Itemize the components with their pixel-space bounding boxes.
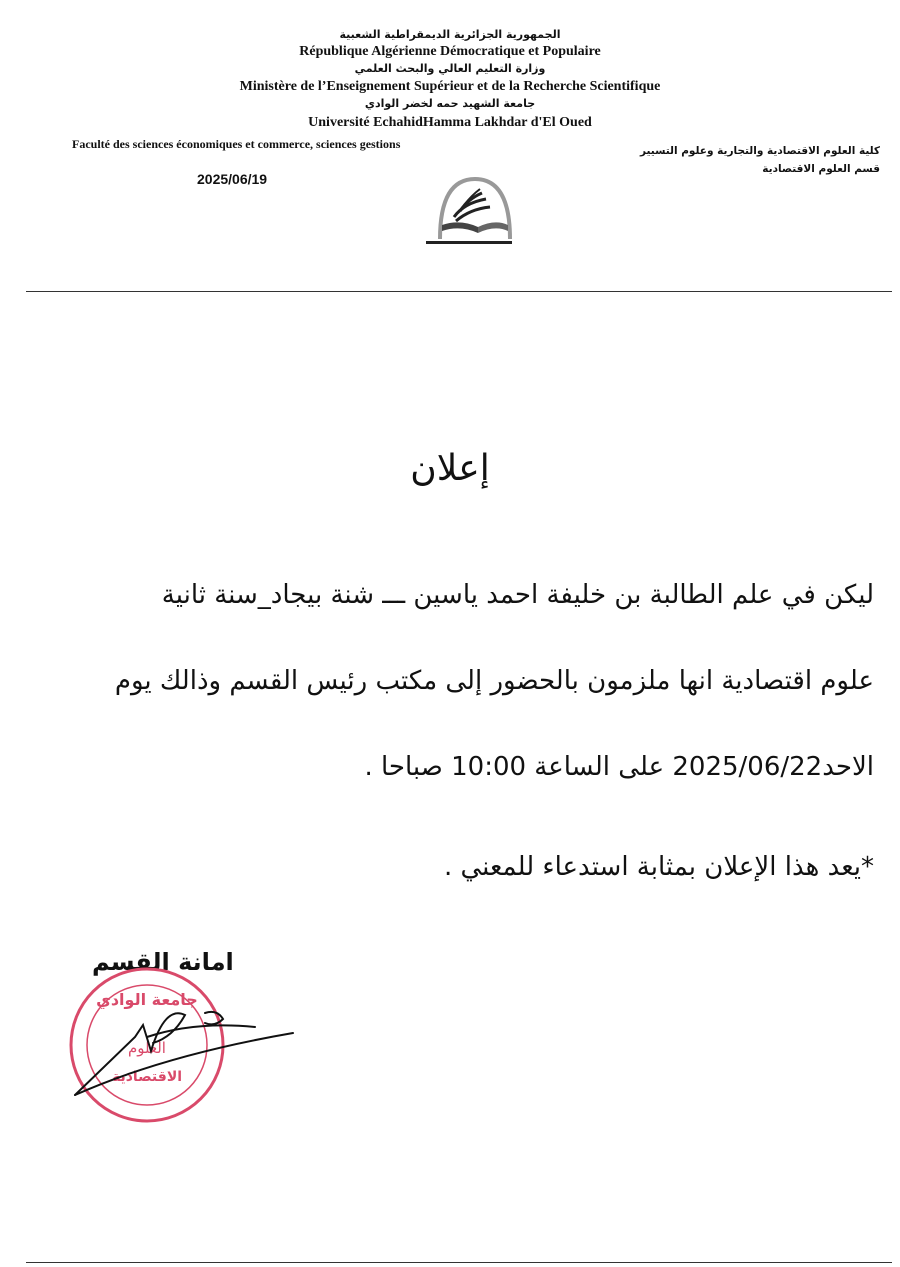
republic-fr: République Algérienne Démocratique et Populaire bbox=[299, 44, 601, 59]
university-ar: جامعة الشهيد حمه لخضر الوادي bbox=[364, 97, 536, 110]
university-fr: Université EchahidHamma Lakhdar d'El Oued bbox=[308, 115, 592, 130]
ministry-ar: وزارة التعليم العالي والبحث العلمي bbox=[354, 62, 546, 75]
faculty-ar-line1: كلية العلوم الاقتصادية والتجارية وعلوم التسيير bbox=[639, 145, 880, 157]
stamp-text-top: جامعة الوادي bbox=[96, 990, 198, 1009]
university-logo-icon bbox=[420, 175, 515, 247]
body-line-2: علوم اقتصادية انها ملزمون بالحضور إلى مكتب رئيس القسم وذالك يوم bbox=[114, 666, 874, 696]
body-line-1: ليكن في علم الطالبة بن خليفة احمد ياسين ـــ شنة بيجاد_سنة ثانية bbox=[161, 580, 874, 610]
stamp-text-mid: العلوم bbox=[128, 1039, 166, 1057]
signature-label: امانة القسم bbox=[92, 948, 234, 976]
footer-divider bbox=[26, 1262, 892, 1263]
faculty-ar bbox=[560, 142, 880, 178]
faculty-fr: Faculté des sciences économiques et commerce, sciences gestions bbox=[72, 137, 401, 151]
republic-ar: الجمهورية الجزائرية الديمقراطية الشعبية bbox=[339, 28, 561, 41]
header-divider bbox=[26, 291, 892, 292]
document-date: 2025/06/19 bbox=[197, 171, 268, 187]
stamp-text-low: الاقتصادية bbox=[111, 1069, 183, 1085]
announcement-note: *يعد هذا الإعلان بمثابة استدعاء للمعني . bbox=[443, 852, 874, 882]
body-line-3: الاحد2025/06/22 على الساعة 10:00 صباحا . bbox=[364, 752, 874, 782]
department-ar: قسم العلوم الاقتصادية bbox=[762, 163, 880, 175]
department-stamp-icon bbox=[55, 965, 305, 1145]
ministry-fr: Ministère de l’Enseignement Supérieur et de la Recherche Scientifique bbox=[239, 79, 661, 94]
announcement-title: إعلان bbox=[410, 448, 490, 489]
